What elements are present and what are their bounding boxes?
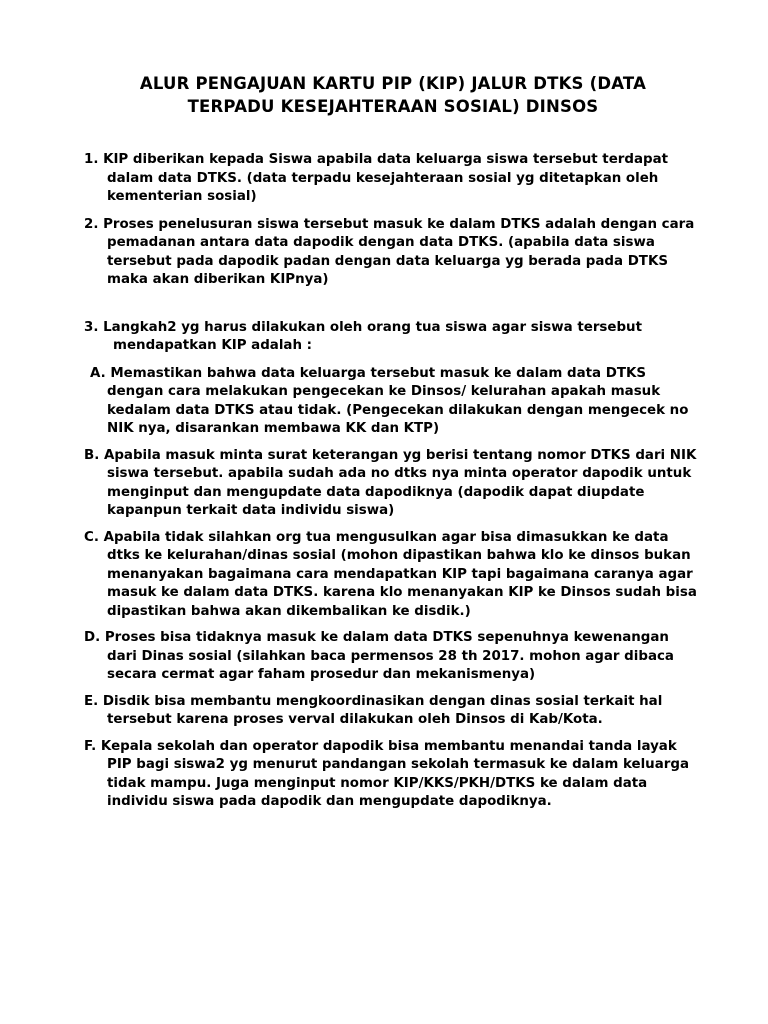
title-line: ALUR PENGAJUAN KARTU PIP (KIP) JALUR DTKS (DATA <box>139 74 647 93</box>
list-item-d <box>84 629 708 685</box>
item-line: D. Proses bisa tidaknya masuk ke dalam data DTKS sepenuhnya kewenangan <box>84 630 669 645</box>
item-line: masuk ke dalam data DTKS. karena klo menanyakan KIP ke Dinsos sudah bisa <box>107 585 697 600</box>
item-line: kapanpun terkait data individu siswa) <box>107 503 395 518</box>
list-item-3 <box>84 319 708 356</box>
document-title <box>78 72 708 118</box>
list-item-c <box>84 529 708 622</box>
item-line: siswa tersebut. apabila sudah ada no dtks nya minta operator dapodik untuk <box>107 466 692 481</box>
item-line: B. Apabila masuk minta surat keterangan yg berisi tentang nomor DTKS dari NIK <box>84 447 697 463</box>
item-line: PIP bagi siswa2 yg menurut pandangan sekolah termasuk ke dalam keluarga <box>107 757 689 772</box>
list-item-b <box>84 447 708 521</box>
item-line: C. Apabila tidak silahkan org tua mengusulkan agar bisa dimasukkan ke data <box>84 529 669 545</box>
item-line: dari Dinas sosial (silahkan baca permensos 28 th 2017. mohon agar dibaca <box>107 648 674 664</box>
list-item-a <box>84 365 708 439</box>
item-line: mendapatkan KIP adalah : <box>113 338 313 353</box>
item-line: kedalam data DTKS atau tidak. (Pengecekan dilakukan dengan mengecek no <box>107 402 689 418</box>
item-line: tersebut pada dapodik padan dengan data keluarga yg berada pada DTKS <box>107 253 668 269</box>
item-line: tersebut karena proses verval dilakukan oleh Dinsos di Kab/Kota. <box>107 712 603 727</box>
item-line: 1. KIP diberikan kepada Siswa apabila data keluarga siswa tersebut terdapat <box>84 152 669 167</box>
item-line: maka akan diberikan KIPnya) <box>107 272 329 287</box>
list-item-e <box>84 693 708 730</box>
item-line: tidak mampu. Juga menginput nomor KIP/KKS/PKH/DTKS ke dalam data <box>107 775 648 791</box>
list-item-f <box>84 738 708 812</box>
list-item-1 <box>84 151 708 207</box>
item-line: menanyakan bagaimana cara mendapatkan KIP tapi bagaimana caranya agar <box>107 566 693 582</box>
item-line: secara cermat agar faham prosedur dan mekanismenya) <box>107 667 536 682</box>
item-line: F. Kepala sekolah dan operator dapodik bisa membantu menandai tanda layak <box>84 738 677 754</box>
item-line: dalam data DTKS. (data terpadu kesejahteraan sosial yg ditetapkan oleh <box>107 170 659 186</box>
item-line: dengan cara melakukan pengecekan ke Dinsos/ kelurahan apakah masuk <box>107 384 661 399</box>
item-line: menginput dan mengupdate data dapodiknya (dapodik dapat diupdate <box>107 484 645 500</box>
item-line: A. Memastikan bahwa data keluarga tersebut masuk ke dalam data DTKS <box>90 365 646 381</box>
item-line: dipastikan bahwa akan dikembalikan ke disdik.) <box>107 603 471 619</box>
item-line: 2. Proses penelusuran siswa tersebut masuk ke dalam DTKS adalah dengan cara <box>84 216 695 232</box>
item-line: 3. Langkah2 yg harus dilakukan oleh orang tua siswa agar siswa tersebut <box>84 319 642 335</box>
title-line: TERPADU KESEJAHTERAAN SOSIAL) DINSOS <box>187 97 599 116</box>
item-line: NIK nya, disarankan membawa KK dan KTP) <box>107 421 440 436</box>
item-line: kementerian sosial) <box>107 189 257 204</box>
item-line: individu siswa pada dapodik dan mengupdate dapodiknya. <box>107 794 552 809</box>
item-line: dtks ke kelurahan/dinas sosial (mohon dipastikan bahwa klo ke dinsos bukan <box>107 548 691 563</box>
item-line: E. Disdik bisa membantu mengkoordinasikan dengan dinas sosial terkait hal <box>84 693 663 709</box>
item-line: pemadanan antara data dapodik dengan data DTKS. (apabila data siswa <box>107 235 655 250</box>
list-item-2 <box>84 216 708 290</box>
